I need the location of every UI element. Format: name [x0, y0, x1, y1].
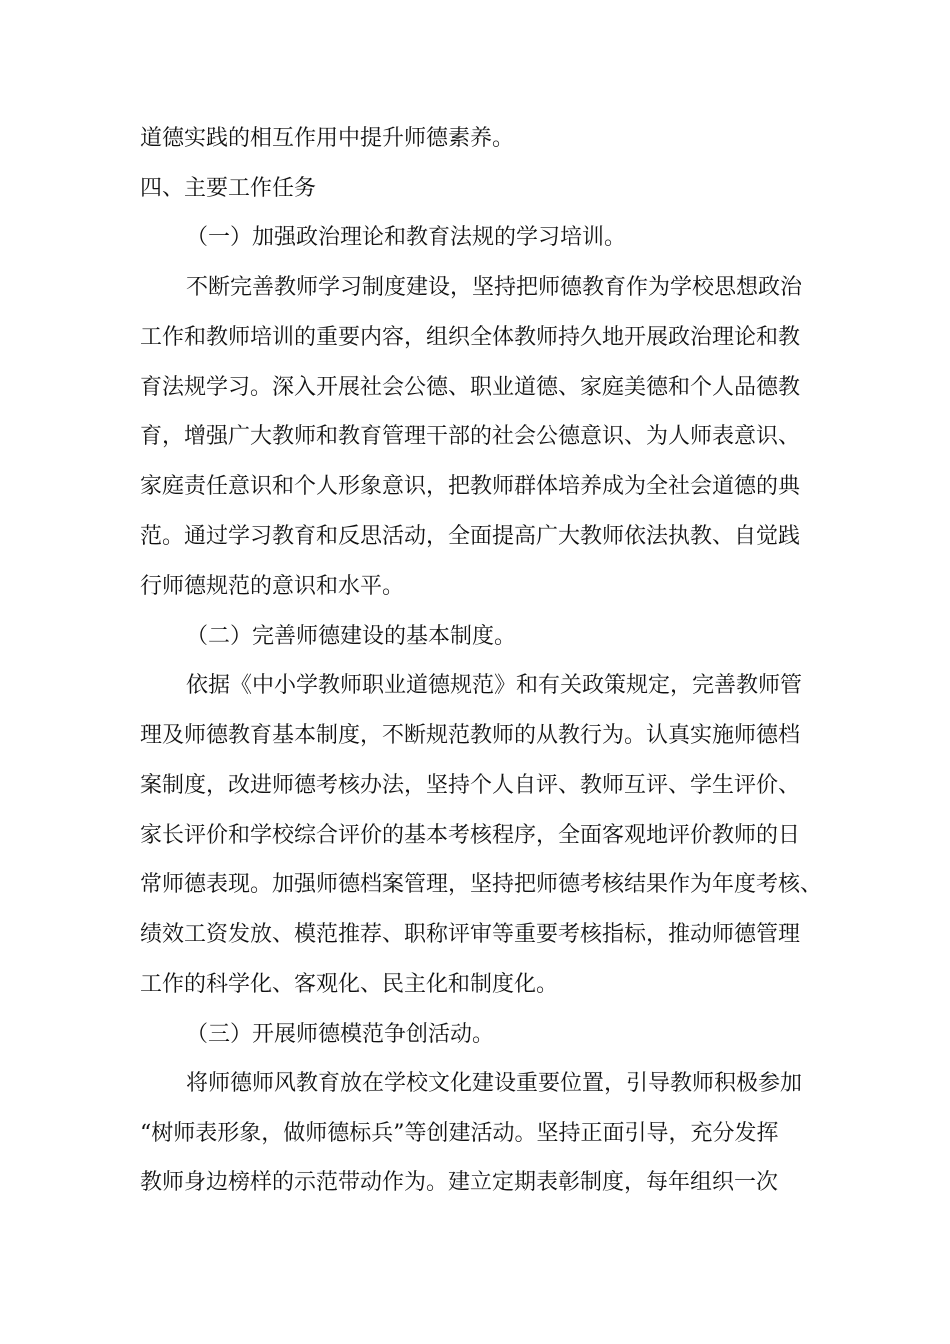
paragraph-line: 常师德表现。加强师德档案管理，坚持把师德考核结果作为年度考核、: [140, 872, 823, 897]
paragraph-line: 绩效工资发放、模范推荐、职称评审等重要考核指标，推动师德管理: [140, 922, 801, 947]
paragraph-line: 工作和教师培训的重要内容，组织全体教师持久地开展政治理论和教: [140, 325, 801, 350]
paragraph-line: 道德实践的相互作用中提升师德素养。: [140, 126, 515, 151]
paragraph-line: 行师德规范的意识和水平。: [140, 574, 405, 599]
subsection-heading: （三）开展师德模范争创活动。: [186, 1022, 495, 1047]
paragraph-line: 育法规学习。深入开展社会公德、职业道德、家庭美德和个人品德教: [140, 375, 801, 400]
paragraph-line: 家长评价和学校综合评价的基本考核程序，全面客观地评价教师的日: [140, 823, 801, 848]
paragraph-line: 工作的科学化、客观化、民主化和制度化。: [140, 972, 559, 997]
paragraph-line: 不断完善教师学习制度建设，坚持把师德教育作为学校思想政治: [186, 275, 803, 300]
paragraph-line: 案制度，改进师德考核办法，坚持个人自评、教师互评、学生评价、: [140, 773, 801, 798]
paragraph-line: 将师德师风教育放在学校文化建设重要位置，引导教师积极参加: [186, 1071, 803, 1096]
paragraph-line: 家庭责任意识和个人形象意识，把教师群体培养成为全社会道德的典: [140, 474, 801, 499]
paragraph-line: 育，增强广大教师和教育管理干部的社会公德意识、为人师表意识、: [140, 424, 801, 449]
section-heading: 四、主要工作任务: [140, 176, 317, 201]
subsection-heading: （二）完善师德建设的基本制度。: [186, 624, 517, 649]
paragraph-line: 依据《中小学教师职业道德规范》和有关政策规定，完善教师管: [186, 673, 803, 698]
paragraph-line: 教师身边榜样的示范带动作为。建立定期表彰制度，每年组织一次: [140, 1170, 779, 1195]
paragraph-line: 理及师德教育基本制度，不断规范教师的从教行为。认真实施师德档: [140, 723, 801, 748]
subsection-heading: （一）加强政治理论和教育法规的学习培训。: [186, 225, 627, 250]
paragraph-line: “树师表形象，做师德标兵”等创建活动。坚持正面引导，充分发挥: [140, 1121, 779, 1146]
paragraph-line: 范。通过学习教育和反思活动，全面提高广大教师依法执教、自觉践: [140, 524, 801, 549]
